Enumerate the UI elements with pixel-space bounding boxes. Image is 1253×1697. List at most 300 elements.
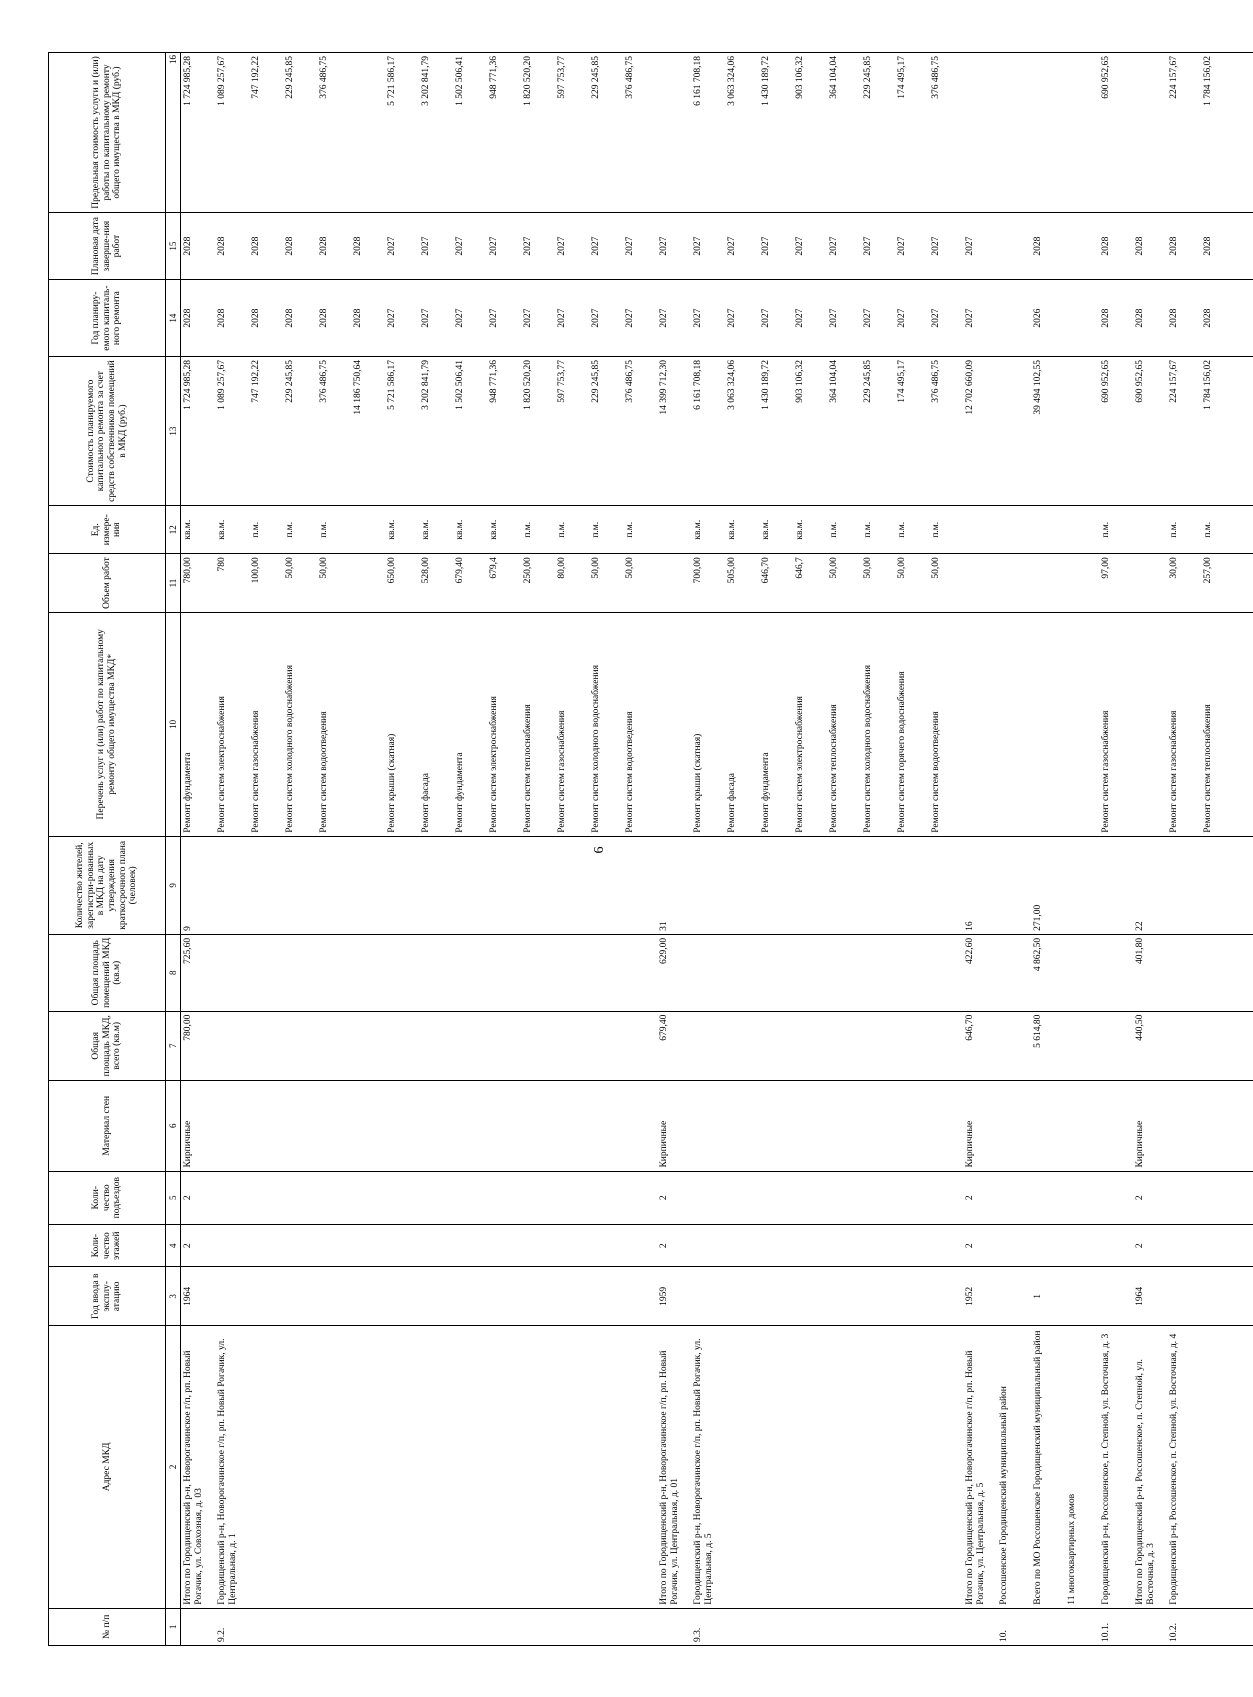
table-cell-col-2: Итого по Городищенский р-н, Новорогачинское г/п, рп. Новый Рогачик, ул. Центральная, д. 01 [657, 1326, 691, 1609]
column-header: Стоимость планируемого капитального ремонта за счет средств собственников помещений в МКД (руб.) [49, 356, 166, 505]
table-cell-col-12: п.м. [589, 506, 623, 554]
table-cell-col-9 [997, 836, 1031, 934]
empty-cell [1235, 1171, 1253, 1224]
table-cell-col-5 [827, 1171, 861, 1224]
table-cell-col-15: 2028 [1133, 213, 1167, 280]
table-cell-col-12: п.м. [895, 506, 929, 554]
table-cell-col-3 [623, 1267, 657, 1326]
table-cell-col-3 [589, 1267, 623, 1326]
table-cell-col-4 [385, 1224, 419, 1267]
table-cell-col-16: 229 245,85 [283, 53, 317, 213]
table-cell-col-9 [521, 836, 555, 934]
table-cell-col-12: кв.м. [453, 506, 487, 554]
table-cell-col-15: 2027 [895, 213, 929, 280]
table-cell-col-12: п.м. [623, 506, 657, 554]
table-cell-col-1 [249, 1608, 283, 1645]
table-cell-col-10: Ремонт систем электроснабжения [487, 612, 521, 836]
table-cell-col-8 [487, 934, 521, 1011]
column-number: 2 [166, 1326, 181, 1609]
table-cell-col-14: 2028 [1099, 280, 1133, 357]
column-header: Предельная стоимость услуги и (или) работы по капитальному ремонту общего имущества в МКД (руб.) [49, 53, 166, 213]
table-cell-col-16 [1065, 53, 1099, 213]
table-cell-col-15: 2027 [419, 213, 453, 280]
table-cell-col-11 [963, 554, 997, 613]
table-cell-col-7 [623, 1011, 657, 1080]
table-cell-col-8 [249, 934, 283, 1011]
table-row [215, 53, 249, 1646]
table-cell-col-4 [793, 1224, 827, 1267]
table-cell-col-16: 376 486,75 [929, 53, 963, 213]
table-cell-col-8 [691, 934, 725, 1011]
table-cell-col-9 [317, 836, 351, 934]
table-cell-col-4 [419, 1224, 453, 1267]
empty-cell [1235, 356, 1253, 505]
table-cell-col-12: п.м. [929, 506, 963, 554]
table-cell-col-4: 2 [657, 1224, 691, 1267]
table-cell-col-16: 3 202 841,79 [419, 53, 453, 213]
table-cell-col-9 [555, 836, 589, 934]
table-cell-col-3 [249, 1267, 283, 1326]
table-cell-col-10 [997, 612, 1031, 836]
table-cell-col-10: Ремонт крыши (скатная) [385, 612, 419, 836]
table-cell-col-7 [725, 1011, 759, 1080]
table-cell-col-11: 30,00 [1167, 554, 1201, 613]
table-row [249, 53, 283, 1646]
table-cell-col-12: п.м. [1167, 506, 1201, 554]
column-header: Объем работ [49, 554, 166, 613]
column-header: Адрес МКД [49, 1326, 166, 1609]
table-cell-col-5 [521, 1171, 555, 1224]
table-cell-col-16: 1 502 506,41 [453, 53, 487, 213]
table-cell-col-10: Ремонт систем газоснабжения [249, 612, 283, 836]
table-cell-col-8 [997, 934, 1031, 1011]
table-cell-col-11: 50,00 [929, 554, 963, 613]
table-cell-col-5 [283, 1171, 317, 1224]
table-cell-col-13: 3 063 324,06 [725, 356, 759, 505]
table-cell-col-12: кв.м. [215, 506, 249, 554]
table-cell-col-16: 690 952,65 [1099, 53, 1133, 213]
table-cell-col-14: 2028 [283, 280, 317, 357]
table-cell-col-14: 2028 [1201, 280, 1235, 357]
table-cell-col-11: 50,00 [861, 554, 895, 613]
table-cell-col-9 [589, 836, 623, 934]
table-cell-col-4 [929, 1224, 963, 1267]
column-header: Год ввода в эксплу-атацию [49, 1267, 166, 1326]
table-cell-col-9 [691, 836, 725, 934]
table-cell-col-12: п.м. [283, 506, 317, 554]
table-row [453, 53, 487, 1646]
table-cell-col-4 [249, 1224, 283, 1267]
table-cell-col-11: 780 [215, 554, 249, 613]
table-cell-col-1 [419, 1608, 453, 1645]
table-cell-col-10: Ремонт систем электроснабжения [215, 612, 249, 836]
table-cell-col-8 [453, 934, 487, 1011]
table-cell-col-12 [997, 506, 1031, 554]
empty-cell [1235, 612, 1253, 836]
table-cell-col-8 [793, 934, 827, 1011]
table-cell-col-2 [385, 1326, 419, 1609]
table-cell-col-5 [1065, 1171, 1099, 1224]
table-cell-col-14: 2027 [419, 280, 453, 357]
table-cell-col-6 [1167, 1080, 1201, 1171]
table-cell-col-13: 747 192,22 [249, 356, 283, 505]
table-cell-col-12: п.м. [555, 506, 589, 554]
table-cell-col-10: Ремонт фасада [725, 612, 759, 836]
table-cell-col-5 [623, 1171, 657, 1224]
table-cell-col-13: 3 202 841,79 [419, 356, 453, 505]
table-cell-col-9: 16 [963, 836, 997, 934]
table-cell-col-10: Ремонт систем горячего водоснабжения [895, 612, 929, 836]
table-cell-col-14: 2028 [1167, 280, 1201, 357]
table-row [929, 53, 963, 1646]
table-cell-col-6: Кирпичные [963, 1080, 997, 1171]
table-cell-col-10: Ремонт фасада [419, 612, 453, 836]
table-row [1133, 53, 1167, 1646]
table-cell-col-6: Кирпичные [181, 1080, 216, 1171]
table-cell-col-3: 1952 [963, 1267, 997, 1326]
table-cell-col-11: 50,00 [827, 554, 861, 613]
table-cell-col-7 [249, 1011, 283, 1080]
table-cell-col-15: 2027 [487, 213, 521, 280]
table-cell-col-4 [861, 1224, 895, 1267]
table-cell-col-11: 679,40 [453, 554, 487, 613]
table-cell-col-4 [1099, 1224, 1133, 1267]
table-cell-col-8: 422,60 [963, 934, 997, 1011]
table-cell-col-15: 2027 [555, 213, 589, 280]
table-cell-col-16: 5 721 586,17 [385, 53, 419, 213]
table-cell-col-15: 2027 [453, 213, 487, 280]
table-cell-col-6: Кирпичные [657, 1080, 691, 1171]
table-cell-col-16: 747 192,22 [249, 53, 283, 213]
table-cell-col-16 [657, 53, 691, 213]
table-cell-col-13: 229 245,85 [283, 356, 317, 505]
table-cell-col-6 [691, 1080, 725, 1171]
table-cell-col-16: 376 486,75 [623, 53, 657, 213]
table-cell-col-14: 2028 [351, 280, 385, 357]
column-header: Материал стен [49, 1080, 166, 1171]
page-number: 6 [592, 846, 607, 854]
table-cell-col-14: 2027 [963, 280, 997, 357]
table-cell-col-5 [1031, 1171, 1065, 1224]
table-cell-col-3 [317, 1267, 351, 1326]
table-cell-col-12: кв.м. [385, 506, 419, 554]
table-cell-col-6 [283, 1080, 317, 1171]
column-header: № п/п [49, 1608, 166, 1645]
table-row [521, 53, 555, 1646]
table-cell-col-7 [827, 1011, 861, 1080]
table-cell-col-4 [1065, 1224, 1099, 1267]
table-cell-col-1 [317, 1608, 351, 1645]
table-cell-col-5 [249, 1171, 283, 1224]
table-cell-col-10: Ремонт систем холодного водоснабжения [283, 612, 317, 836]
table-cell-col-10: Ремонт систем водоотведения [317, 612, 351, 836]
table-cell-col-2: Итого по Городищенский р-н, Новорогачинское г/п, рп. Новый Рогачик, ул. Совхозная, д. 03 [181, 1326, 216, 1609]
table-cell-col-4 [691, 1224, 725, 1267]
table-cell-col-9 [793, 836, 827, 934]
table-cell-col-4 [589, 1224, 623, 1267]
table-cell-col-9 [929, 836, 963, 934]
table-cell-col-13: 597 753,77 [555, 356, 589, 505]
table-cell-col-1 [827, 1608, 861, 1645]
table-cell-col-3 [555, 1267, 589, 1326]
table-cell-col-6 [419, 1080, 453, 1171]
table-cell-col-4 [1201, 1224, 1235, 1267]
table-row [895, 53, 929, 1646]
table-cell-col-14: 2027 [385, 280, 419, 357]
table-cell-col-9 [861, 836, 895, 934]
table-cell-col-9: 22 [1133, 836, 1167, 934]
table-cell-col-5 [691, 1171, 725, 1224]
table-cell-col-7 [759, 1011, 793, 1080]
table-cell-col-4 [283, 1224, 317, 1267]
table-cell-col-3 [1201, 1267, 1235, 1326]
table-cell-col-10: Ремонт систем водоотведения [929, 612, 963, 836]
column-header: Коли-чество подъездов [49, 1171, 166, 1224]
table-cell-col-13: 14 186 750,64 [351, 356, 385, 505]
table-cell-col-13: 14 399 712,30 [657, 356, 691, 505]
table-cell-col-15: 2027 [521, 213, 555, 280]
table-cell-col-3 [827, 1267, 861, 1326]
table-cell-col-9 [1099, 836, 1133, 934]
table-cell-col-1: 10. [997, 1608, 1031, 1645]
table-cell-col-16: 6 161 708,18 [691, 53, 725, 213]
table-cell-col-9: 9 [181, 836, 216, 934]
table-row [657, 53, 691, 1646]
empty-cell [1235, 1080, 1253, 1171]
table-cell-col-7: 679,40 [657, 1011, 691, 1080]
table-cell-col-8 [929, 934, 963, 1011]
table-cell-col-3 [487, 1267, 521, 1326]
table-cell-col-3: 1964 [1133, 1267, 1167, 1326]
table-cell-col-1 [351, 1608, 385, 1645]
table-cell-col-8 [555, 934, 589, 1011]
column-number: 13 [166, 356, 181, 505]
table-cell-col-8: 4 862,50 [1031, 934, 1065, 1011]
empty-cell [1235, 1224, 1253, 1267]
table-cell-col-1 [929, 1608, 963, 1645]
table-row [385, 53, 419, 1646]
table-row [317, 53, 351, 1646]
table-cell-col-9 [249, 836, 283, 934]
table-cell-col-2 [827, 1326, 861, 1609]
table-cell-col-14: 2028 [1133, 280, 1167, 357]
table-cell-col-3 [351, 1267, 385, 1326]
table-cell-col-6 [317, 1080, 351, 1171]
table-cell-col-16: 597 753,77 [555, 53, 589, 213]
table-cell-col-8 [725, 934, 759, 1011]
table-cell-col-13: 174 495,17 [895, 356, 929, 505]
empty-cell [1235, 934, 1253, 1011]
table-cell-col-7 [861, 1011, 895, 1080]
table-cell-col-16: 1 784 156,02 [1201, 53, 1235, 213]
table-cell-col-6 [589, 1080, 623, 1171]
table-cell-col-7 [1099, 1011, 1133, 1080]
table-cell-col-11 [1031, 554, 1065, 613]
table-cell-col-16 [1031, 53, 1065, 213]
table-cell-col-8: 725,60 [181, 934, 216, 1011]
table-cell-col-15: 2028 [249, 213, 283, 280]
table-cell-col-5: 2 [181, 1171, 216, 1224]
table-cell-col-16: 229 245,85 [589, 53, 623, 213]
table-cell-col-8 [827, 934, 861, 1011]
table-cell-col-5 [725, 1171, 759, 1224]
table-cell-col-6 [1031, 1080, 1065, 1171]
table-cell-col-9 [725, 836, 759, 934]
table-cell-col-4: 2 [963, 1224, 997, 1267]
table-cell-col-7 [793, 1011, 827, 1080]
table-cell-col-11 [351, 554, 385, 613]
table-row [793, 53, 827, 1646]
table-cell-col-4 [827, 1224, 861, 1267]
table-cell-col-8 [589, 934, 623, 1011]
table-cell-col-9 [895, 836, 929, 934]
table-cell-col-5: 2 [963, 1171, 997, 1224]
table-cell-col-13: 1 430 189,72 [759, 356, 793, 505]
table-cell-col-5 [453, 1171, 487, 1224]
table-cell-col-3 [691, 1267, 725, 1326]
table-cell-col-14: 2027 [521, 280, 555, 357]
column-number: 1 [166, 1608, 181, 1645]
table-cell-col-15: 2027 [385, 213, 419, 280]
table-cell-col-14: 2027 [861, 280, 895, 357]
column-number: 15 [166, 213, 181, 280]
table-cell-col-2 [929, 1326, 963, 1609]
table-cell-col-15: 2027 [589, 213, 623, 280]
table-cell-col-14: 2027 [827, 280, 861, 357]
table-row [827, 53, 861, 1646]
table-cell-col-1 [1031, 1608, 1065, 1645]
table-cell-col-1: 9.3. [691, 1608, 725, 1645]
table-cell-col-5 [929, 1171, 963, 1224]
column-number: 16 [166, 53, 181, 213]
table-cell-col-8 [1201, 934, 1235, 1011]
table-cell-col-13: 364 104,04 [827, 356, 861, 505]
table-cell-col-16: 224 157,67 [1167, 53, 1201, 213]
table-cell-col-6 [929, 1080, 963, 1171]
column-number: 4 [166, 1224, 181, 1267]
table-cell-col-1 [623, 1608, 657, 1645]
table-cell-col-2 [861, 1326, 895, 1609]
table-cell-col-5 [997, 1171, 1031, 1224]
empty-cell [1235, 213, 1253, 280]
table-cell-col-12 [657, 506, 691, 554]
column-header: Коли-чество этажей [49, 1224, 166, 1267]
table-cell-col-6 [725, 1080, 759, 1171]
table-cell-col-7 [385, 1011, 419, 1080]
table-cell-col-15 [997, 213, 1031, 280]
table-cell-col-10: Ремонт систем газоснабжения [555, 612, 589, 836]
table-cell-col-13: 376 486,75 [929, 356, 963, 505]
table-cell-col-3 [997, 1267, 1031, 1326]
table-cell-col-13: 1 784 156,02 [1201, 356, 1235, 505]
table-cell-col-9 [623, 836, 657, 934]
table-row [555, 53, 589, 1646]
table-cell-col-3 [725, 1267, 759, 1326]
table-cell-col-11 [1133, 554, 1167, 613]
table-cell-col-13 [1065, 356, 1099, 505]
table-cell-col-15: 2027 [929, 213, 963, 280]
table-cell-col-11: 80,00 [555, 554, 589, 613]
table-cell-col-13: 903 106,32 [793, 356, 827, 505]
table-cell-col-2 [793, 1326, 827, 1609]
table-cell-col-10 [963, 612, 997, 836]
table-cell-col-14: 2028 [317, 280, 351, 357]
table-cell-col-16: 376 486,75 [317, 53, 351, 213]
table-cell-col-11 [1065, 554, 1099, 613]
table-cell-col-3 [521, 1267, 555, 1326]
table-cell-col-4 [759, 1224, 793, 1267]
table-cell-col-13: 376 486,75 [317, 356, 351, 505]
table-cell-col-2: Городищенский р-н, Новорогачинское г/п, рп. Новый Рогачик, ул. Центральная, д. 1 [215, 1326, 249, 1609]
table-cell-col-7 [997, 1011, 1031, 1080]
table-cell-col-1 [453, 1608, 487, 1645]
table-cell-col-4 [997, 1224, 1031, 1267]
table-cell-col-1 [861, 1608, 895, 1645]
table-cell-col-2: Всего по МО Россошенское Городищенский муниципальный район [1031, 1326, 1065, 1609]
column-header: Количество жителей, зарегистри-рованных в МКД на дату утверждения краткосрочного плана (человек) [49, 836, 166, 934]
table-cell-col-6 [249, 1080, 283, 1171]
table-cell-col-6 [385, 1080, 419, 1171]
table-cell-col-13: 229 245,85 [589, 356, 623, 505]
table-cell-col-8 [1065, 934, 1099, 1011]
table-cell-col-9 [453, 836, 487, 934]
table-cell-col-4: 2 [1133, 1224, 1167, 1267]
table-cell-col-10: Ремонт систем водоотведения [623, 612, 657, 836]
table-cell-col-1 [657, 1608, 691, 1645]
table-cell-col-6 [827, 1080, 861, 1171]
table-cell-col-1 [759, 1608, 793, 1645]
table-cell-col-15: 2028 [283, 213, 317, 280]
column-header: Общая площадь помещений МКД (кв.м) [49, 934, 166, 1011]
table-cell-col-16 [997, 53, 1031, 213]
table-cell-col-2 [283, 1326, 317, 1609]
table-cell-col-6 [861, 1080, 895, 1171]
table-cell-col-5 [1201, 1171, 1235, 1224]
column-number-row [166, 53, 181, 1646]
table-cell-col-5: 2 [1133, 1171, 1167, 1224]
table-cell-col-13: 12 702 660,09 [963, 356, 997, 505]
table-cell-col-7 [1065, 1011, 1099, 1080]
table-cell-col-1 [487, 1608, 521, 1645]
table-cell-col-11: 679,4 [487, 554, 521, 613]
table-row [691, 53, 725, 1646]
table-cell-col-3: 1964 [181, 1267, 216, 1326]
table-row [759, 53, 793, 1646]
table-row [283, 53, 317, 1646]
table-cell-col-10 [351, 612, 385, 836]
table-cell-col-13: 690 952,65 [1099, 356, 1133, 505]
table-cell-col-16: 229 245,85 [861, 53, 895, 213]
table-cell-col-5 [215, 1171, 249, 1224]
table-cell-col-3 [793, 1267, 827, 1326]
table-cell-col-3 [385, 1267, 419, 1326]
table-cell-col-7 [691, 1011, 725, 1080]
column-header: Плановая дата заверше-ния работ [49, 213, 166, 280]
table-cell-col-14: 2028 [249, 280, 283, 357]
table-cell-col-10: Ремонт систем холодного водоснабжения [589, 612, 623, 836]
table-cell-col-11: 505,00 [725, 554, 759, 613]
table-filler-row [1235, 53, 1253, 1646]
table-cell-col-5 [317, 1171, 351, 1224]
empty-cell [1235, 836, 1253, 934]
table-cell-col-5 [487, 1171, 521, 1224]
table-row [861, 53, 895, 1646]
table-cell-col-8 [1099, 934, 1133, 1011]
table-cell-col-7 [521, 1011, 555, 1080]
column-number: 7 [166, 1011, 181, 1080]
table-cell-col-3 [1167, 1267, 1201, 1326]
table-cell-col-2: Итого по Городищенский р-н, Новорогачинское г/п, рп. Новый Рогачик, ул. Центральная, д. 5 [963, 1326, 997, 1609]
